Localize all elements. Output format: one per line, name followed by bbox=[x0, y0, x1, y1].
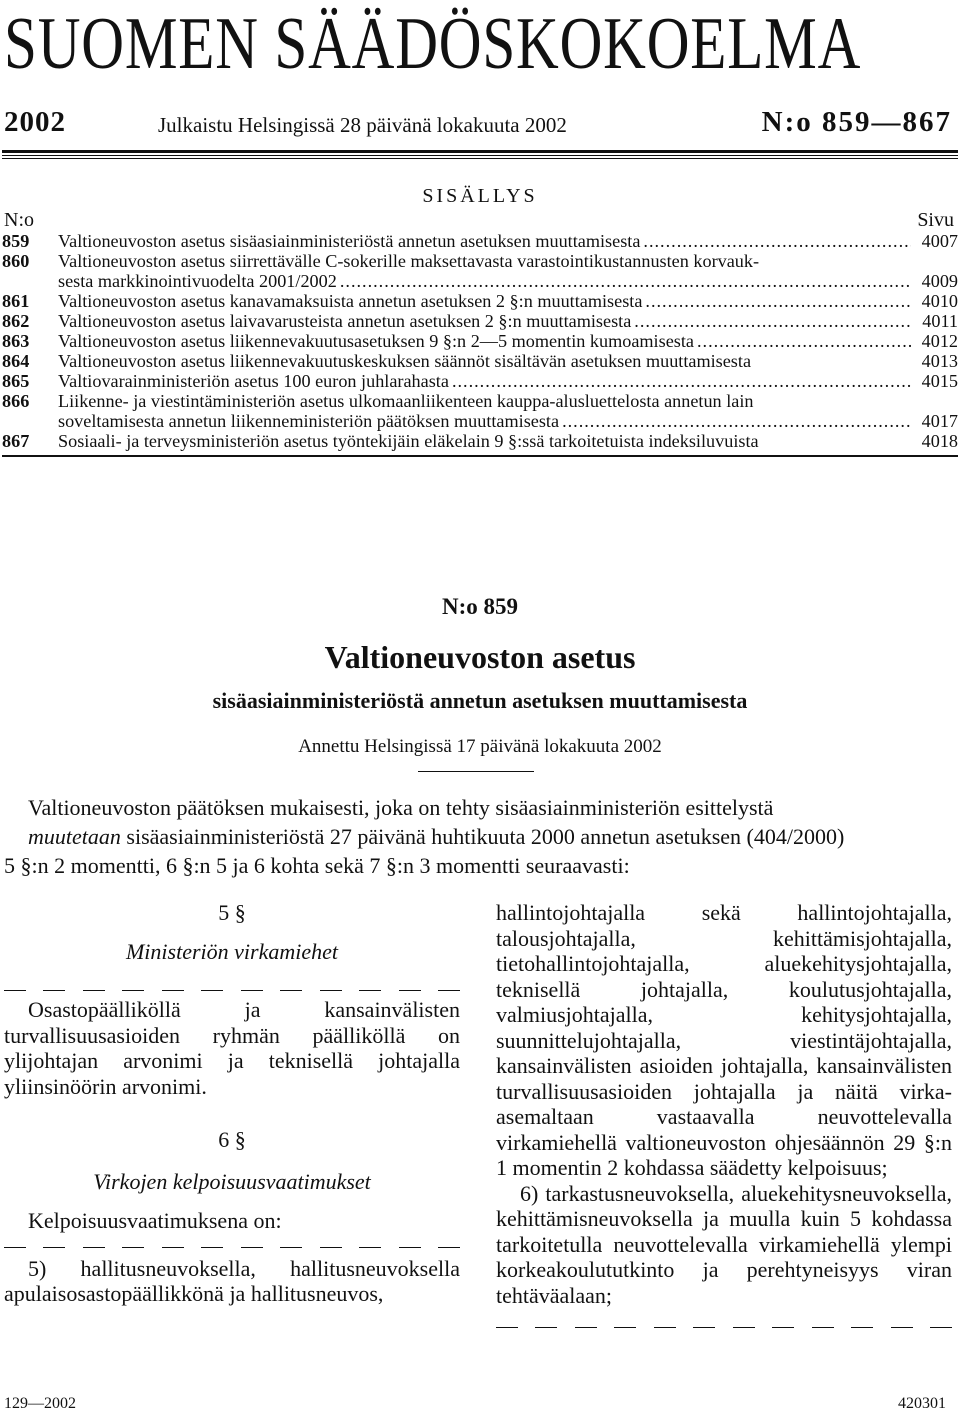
omission-dashes bbox=[4, 977, 460, 991]
omission-dashes bbox=[4, 1234, 460, 1248]
toc-entry-number: 866 bbox=[2, 391, 30, 411]
preamble-emphasis: muutetaan bbox=[28, 824, 121, 849]
toc-entry-number: 859 bbox=[2, 231, 30, 251]
section-heading: Ministeriön virkamiehet bbox=[125, 938, 338, 964]
toc-entry-number: 867 bbox=[2, 431, 30, 451]
toc-entry-page: 4011 bbox=[922, 311, 958, 331]
right-column bbox=[496, 900, 952, 1328]
preamble-line: 5 §:n 2 momentti, 6 §:n 5 ja 6 kohta sekä 7 §:n 3 momentti seuraavasti: bbox=[4, 853, 630, 878]
header-rule-top bbox=[2, 150, 958, 153]
toc-entry-title: Liikenne- ja viestintäministeriön asetus ulkomaanliikenteen kauppa-alusluettelosta annetun lain bbox=[58, 391, 754, 411]
header-rule-bottom bbox=[2, 158, 958, 159]
publication-year: 2002 bbox=[4, 106, 66, 138]
footer-print-code: 420301 bbox=[898, 1395, 946, 1412]
act-number: N:o 859 bbox=[441, 594, 519, 619]
omission-dashes bbox=[496, 1314, 952, 1328]
header-rule-mid bbox=[2, 155, 958, 156]
toc-entry-number: 862 bbox=[2, 311, 30, 331]
continued-text: hallintojohtajalla sekä hallintojohtajalla, talousjohtajalla, kehittämisjohtajalla, tietohallintojohtajalla, aluekehitysjohtajalla, teknisellä johtajalla, koulutusjohtajalla, valmiusjohtajalla, kehitysjohtajalla, suunnittelujohtajalla, viestintäjohtajalla, kansainvälisten asioiden johtajalla, kansainvälisten turvallisuusasioiden johtajalla ja näitä virka-asemaltaan vastaavalla neuvottelevalla virkamiehellä valtioneuvoston ohjesäännön 29 §:n 1 momentin 2 kohdassa säädetty kelpoisuus; bbox=[496, 900, 952, 1180]
toc-entry-title: Valtioneuvoston asetus liikennevakuutusasetuksen 9 §:n 2—5 momentin kumoamisesta bbox=[58, 331, 694, 351]
toc-entry bbox=[2, 311, 958, 331]
section-number: 6 § bbox=[218, 1127, 246, 1152]
toc-entry-page: 4015 bbox=[921, 371, 958, 391]
toc-entry-number: 865 bbox=[2, 371, 30, 391]
toc-entry bbox=[2, 351, 958, 371]
section-text: Osastopäälliköllä ja kansainvälisten turvallisuusasioiden ryhmän päälliköllä on ylijohtajan arvonimi ja teknisellä johtajalla yliinsinöörin arvonimi. bbox=[4, 997, 460, 1099]
section-number: 5 § bbox=[218, 900, 246, 925]
toc-entry-page: 4017 bbox=[921, 411, 958, 431]
table-of-contents bbox=[2, 231, 958, 451]
toc-entry-title: Sosiaali- ja terveysministeriön asetus työntekijäin eläkelain 9 §:ssä tarkoitetuista indeksiluvuista bbox=[58, 431, 759, 451]
toc-entry-page: 4018 bbox=[921, 431, 958, 451]
toc-entry-page: 4012 bbox=[921, 331, 958, 351]
contents-page-header: Sivu bbox=[917, 209, 954, 231]
toc-entry-title: Valtioneuvoston asetus kanavamaksuista annetun asetuksen 2 §:n muuttamisesta bbox=[58, 291, 643, 311]
toc-entry-title: Valtiovarainministeriön asetus 100 euron juhlarahasta bbox=[58, 371, 449, 391]
toc-entry bbox=[2, 291, 958, 311]
toc-entry-title: Valtioneuvoston asetus siirrettävälle C-sokerille maksettavasta varastointikustannusten korvauk- bbox=[58, 251, 760, 271]
publication-date: Julkaistu Helsingissä 28 päivänä lokakuuta 2002 bbox=[158, 113, 567, 137]
toc-entry bbox=[2, 231, 958, 251]
preamble-line: sisäasiainministeriöstä 27 päivänä huhtikuuta 2000 annetun asetuksen (404/2000) bbox=[120, 824, 845, 849]
act-title: Valtioneuvoston asetus bbox=[324, 639, 636, 675]
toc-entry-page: 4010 bbox=[921, 291, 958, 311]
toc-entry-continuation bbox=[2, 271, 958, 291]
toc-entry bbox=[2, 431, 958, 451]
list-item: 6) tarkastusneuvoksella, aluekehitysneuvoksella, kehittämisneuvoksella ja muulla kuin 5 kohdassa tarkoitetulla neuvottelevalla virkamiehellä ylempi korkeakoulututkinto ja perehtyneisyys viran tehtäväalaan; bbox=[496, 1180, 952, 1308]
act-subtitle: sisäasiainministeriöstä annetun asetuksen muuttamisesta bbox=[212, 688, 748, 713]
act-date: Annettu Helsingissä 17 päivänä lokakuuta 2002 bbox=[298, 736, 662, 757]
issue-numbers: N:o 859—867 bbox=[761, 106, 952, 138]
heading-divider bbox=[418, 771, 534, 772]
toc-entry-number: 860 bbox=[2, 251, 30, 271]
contents-number-header: N:o bbox=[4, 209, 34, 231]
toc-entry-page: 4013 bbox=[921, 351, 958, 371]
toc-entry bbox=[2, 331, 958, 351]
toc-entry bbox=[2, 371, 958, 391]
gazette-masthead: SUOMEN SÄÄDÖSKOKOELMA bbox=[4, 3, 862, 85]
act-preamble bbox=[4, 793, 954, 880]
toc-entry-number: 864 bbox=[2, 351, 30, 371]
toc-entry-page: 4009 bbox=[921, 271, 958, 291]
toc-entry bbox=[2, 251, 958, 271]
contents-bottom-rule bbox=[2, 455, 958, 457]
toc-entry-title: Valtioneuvoston asetus sisäasiainministeriöstä annetun asetuksen muuttamisesta bbox=[58, 231, 641, 251]
contents-title: SISÄLLYS bbox=[422, 185, 538, 207]
footer-batch-number: 129—2002 bbox=[4, 1395, 76, 1412]
toc-entry-number: 863 bbox=[2, 331, 30, 351]
toc-entry-page: 4007 bbox=[921, 231, 958, 251]
toc-entry-title-cont: soveltamisesta annetun liikenneministeriön päätöksen muuttamisesta bbox=[58, 411, 560, 431]
left-column bbox=[4, 900, 460, 1307]
toc-entry-continuation bbox=[2, 411, 958, 431]
toc-entry-title: Valtioneuvoston asetus liikennevakuutuskeskuksen säännöt sisältävän asetuksen muuttamisesta bbox=[58, 351, 752, 371]
preamble-line: Valtioneuvoston päätöksen mukaisesti, joka on tehty sisäasiainministeriön esittelystä bbox=[28, 795, 774, 820]
section-lead: Kelpoisuusvaatimuksena on: bbox=[28, 1208, 282, 1233]
section-heading: Virkojen kelpoisuusvaatimukset bbox=[93, 1168, 371, 1194]
toc-entry-number: 861 bbox=[2, 291, 30, 311]
toc-entry-title-cont: sesta markkinointivuodelta 2001/2002 bbox=[58, 271, 337, 291]
list-item: 5) hallitusneuvoksella, hallitusneuvoksella apulaisosastopäällikkönä ja hallitusneuvos, bbox=[4, 1255, 460, 1306]
toc-entry-title: Valtioneuvoston asetus laivavarusteista annetun asetuksen 2 §:n muuttamisesta bbox=[58, 311, 632, 331]
toc-entry bbox=[2, 391, 958, 411]
